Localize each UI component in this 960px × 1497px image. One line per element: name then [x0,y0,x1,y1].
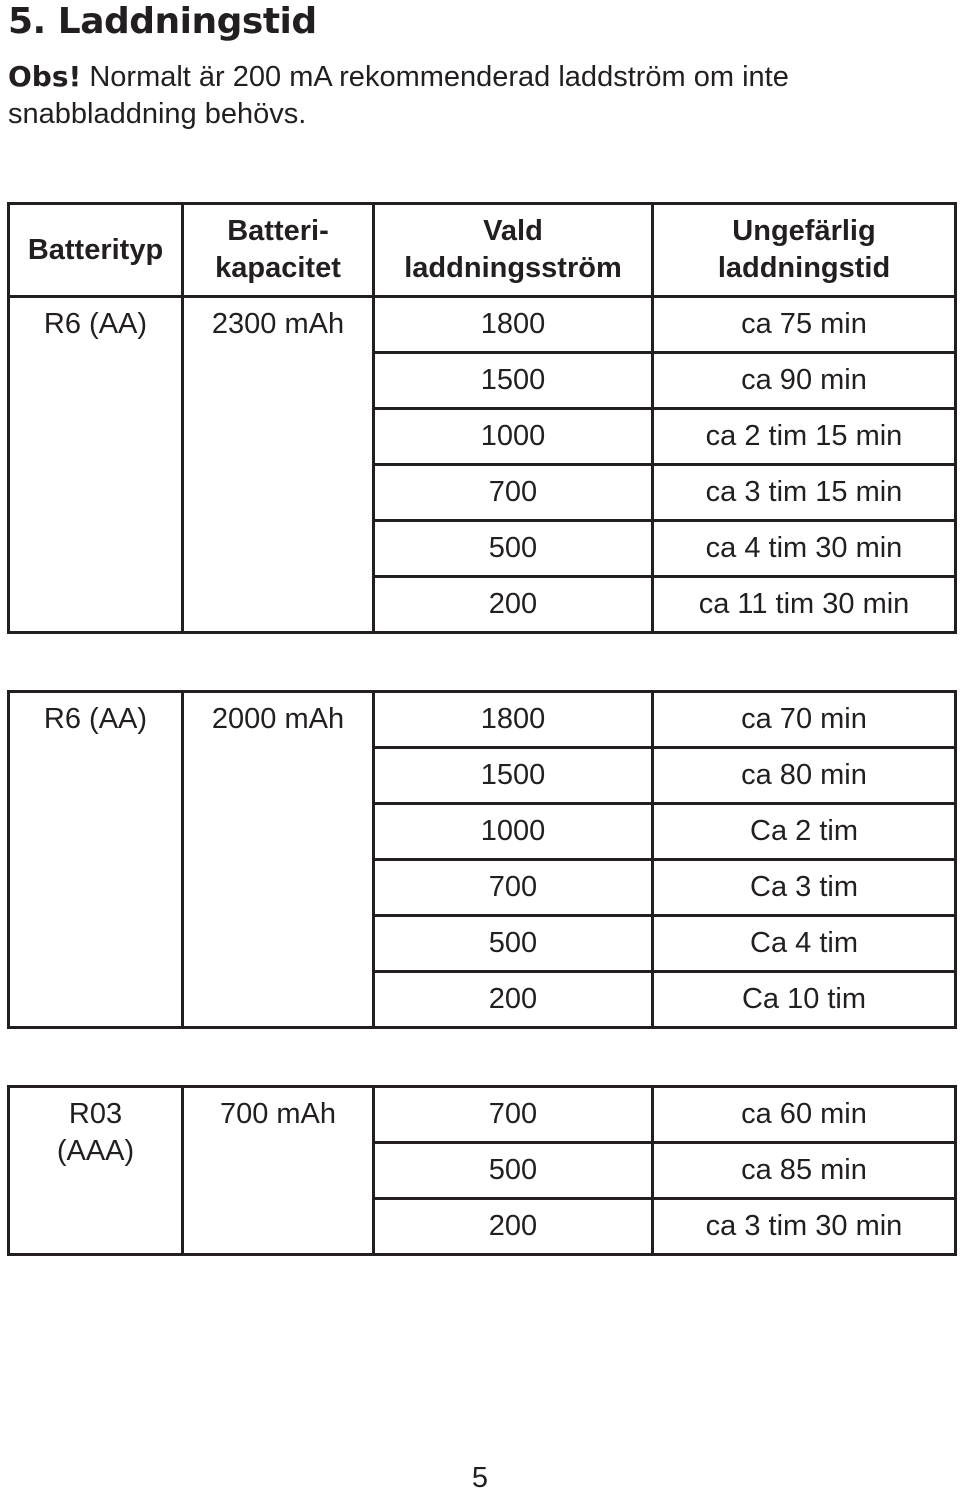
charge-current-cell: 1800 [374,692,653,748]
battery-capacity-cell: 2000 mAh [183,692,374,1028]
table-row [9,692,956,748]
charge-current-cell: 700 [374,465,653,521]
battery-capacity-cell: 700 mAh [183,1087,374,1255]
charge-current-cell: 500 [374,916,653,972]
table-row [9,297,956,353]
charge-current-cell: 200 [374,1199,653,1255]
charge-current-cell: 1500 [374,748,653,804]
table-header-row [9,204,956,297]
battery-type-cell: R03 (AAA) [9,1087,183,1255]
charge-time-cell: ca 3 tim 30 min [653,1199,956,1255]
header-battery-type: Batterityp [9,204,183,297]
charge-time-cell: ca 4 tim 30 min [653,521,956,577]
charging-table-2 [7,690,957,1029]
charge-time-cell: Ca 2 tim [653,804,956,860]
battery-type-cell: R6 (AA) [9,297,183,633]
battery-type-cell: R6 (AA) [9,692,183,1028]
charge-current-cell: 200 [374,972,653,1028]
charge-time-cell: ca 2 tim 15 min [653,409,956,465]
charging-table-3 [7,1085,957,1256]
charge-time-cell: Ca 4 tim [653,916,956,972]
note-paragraph [8,58,948,133]
charge-current-cell: 500 [374,1143,653,1199]
charge-time-cell: ca 11 tim 30 min [653,577,956,633]
header-battery-capacity: Batteri- kapacitet [183,204,374,297]
charge-current-cell: 700 [374,1087,653,1143]
charge-current-cell: 1000 [374,804,653,860]
charge-time-cell: ca 80 min [653,748,956,804]
header-charge-current: Vald laddningsström [374,204,653,297]
charge-current-cell: 1500 [374,353,653,409]
charge-time-cell: ca 85 min [653,1143,956,1199]
charge-current-cell: 500 [374,521,653,577]
charge-time-cell: ca 60 min [653,1087,956,1143]
charge-time-cell: Ca 3 tim [653,860,956,916]
charge-time-cell: ca 70 min [653,692,956,748]
battery-capacity-cell: 2300 mAh [183,297,374,633]
charge-current-cell: 1000 [374,409,653,465]
note-text: Normalt är 200 mA rekommenderad laddström om inte snabbladdning behövs. [8,61,789,130]
note-obs-label: Obs! [8,60,82,93]
charge-time-cell: Ca 10 tim [653,972,956,1028]
page-number: 5 [471,1462,489,1494]
charge-time-cell: ca 90 min [653,353,956,409]
header-charge-time: Ungefärlig laddningstid [653,204,956,297]
charging-table-1 [7,202,957,634]
section-heading: 5. Laddningstid [8,1,317,42]
charge-time-cell: ca 75 min [653,297,956,353]
table-row [9,1087,956,1143]
charge-time-cell: ca 3 tim 15 min [653,465,956,521]
charge-current-cell: 200 [374,577,653,633]
charge-current-cell: 700 [374,860,653,916]
charge-current-cell: 1800 [374,297,653,353]
